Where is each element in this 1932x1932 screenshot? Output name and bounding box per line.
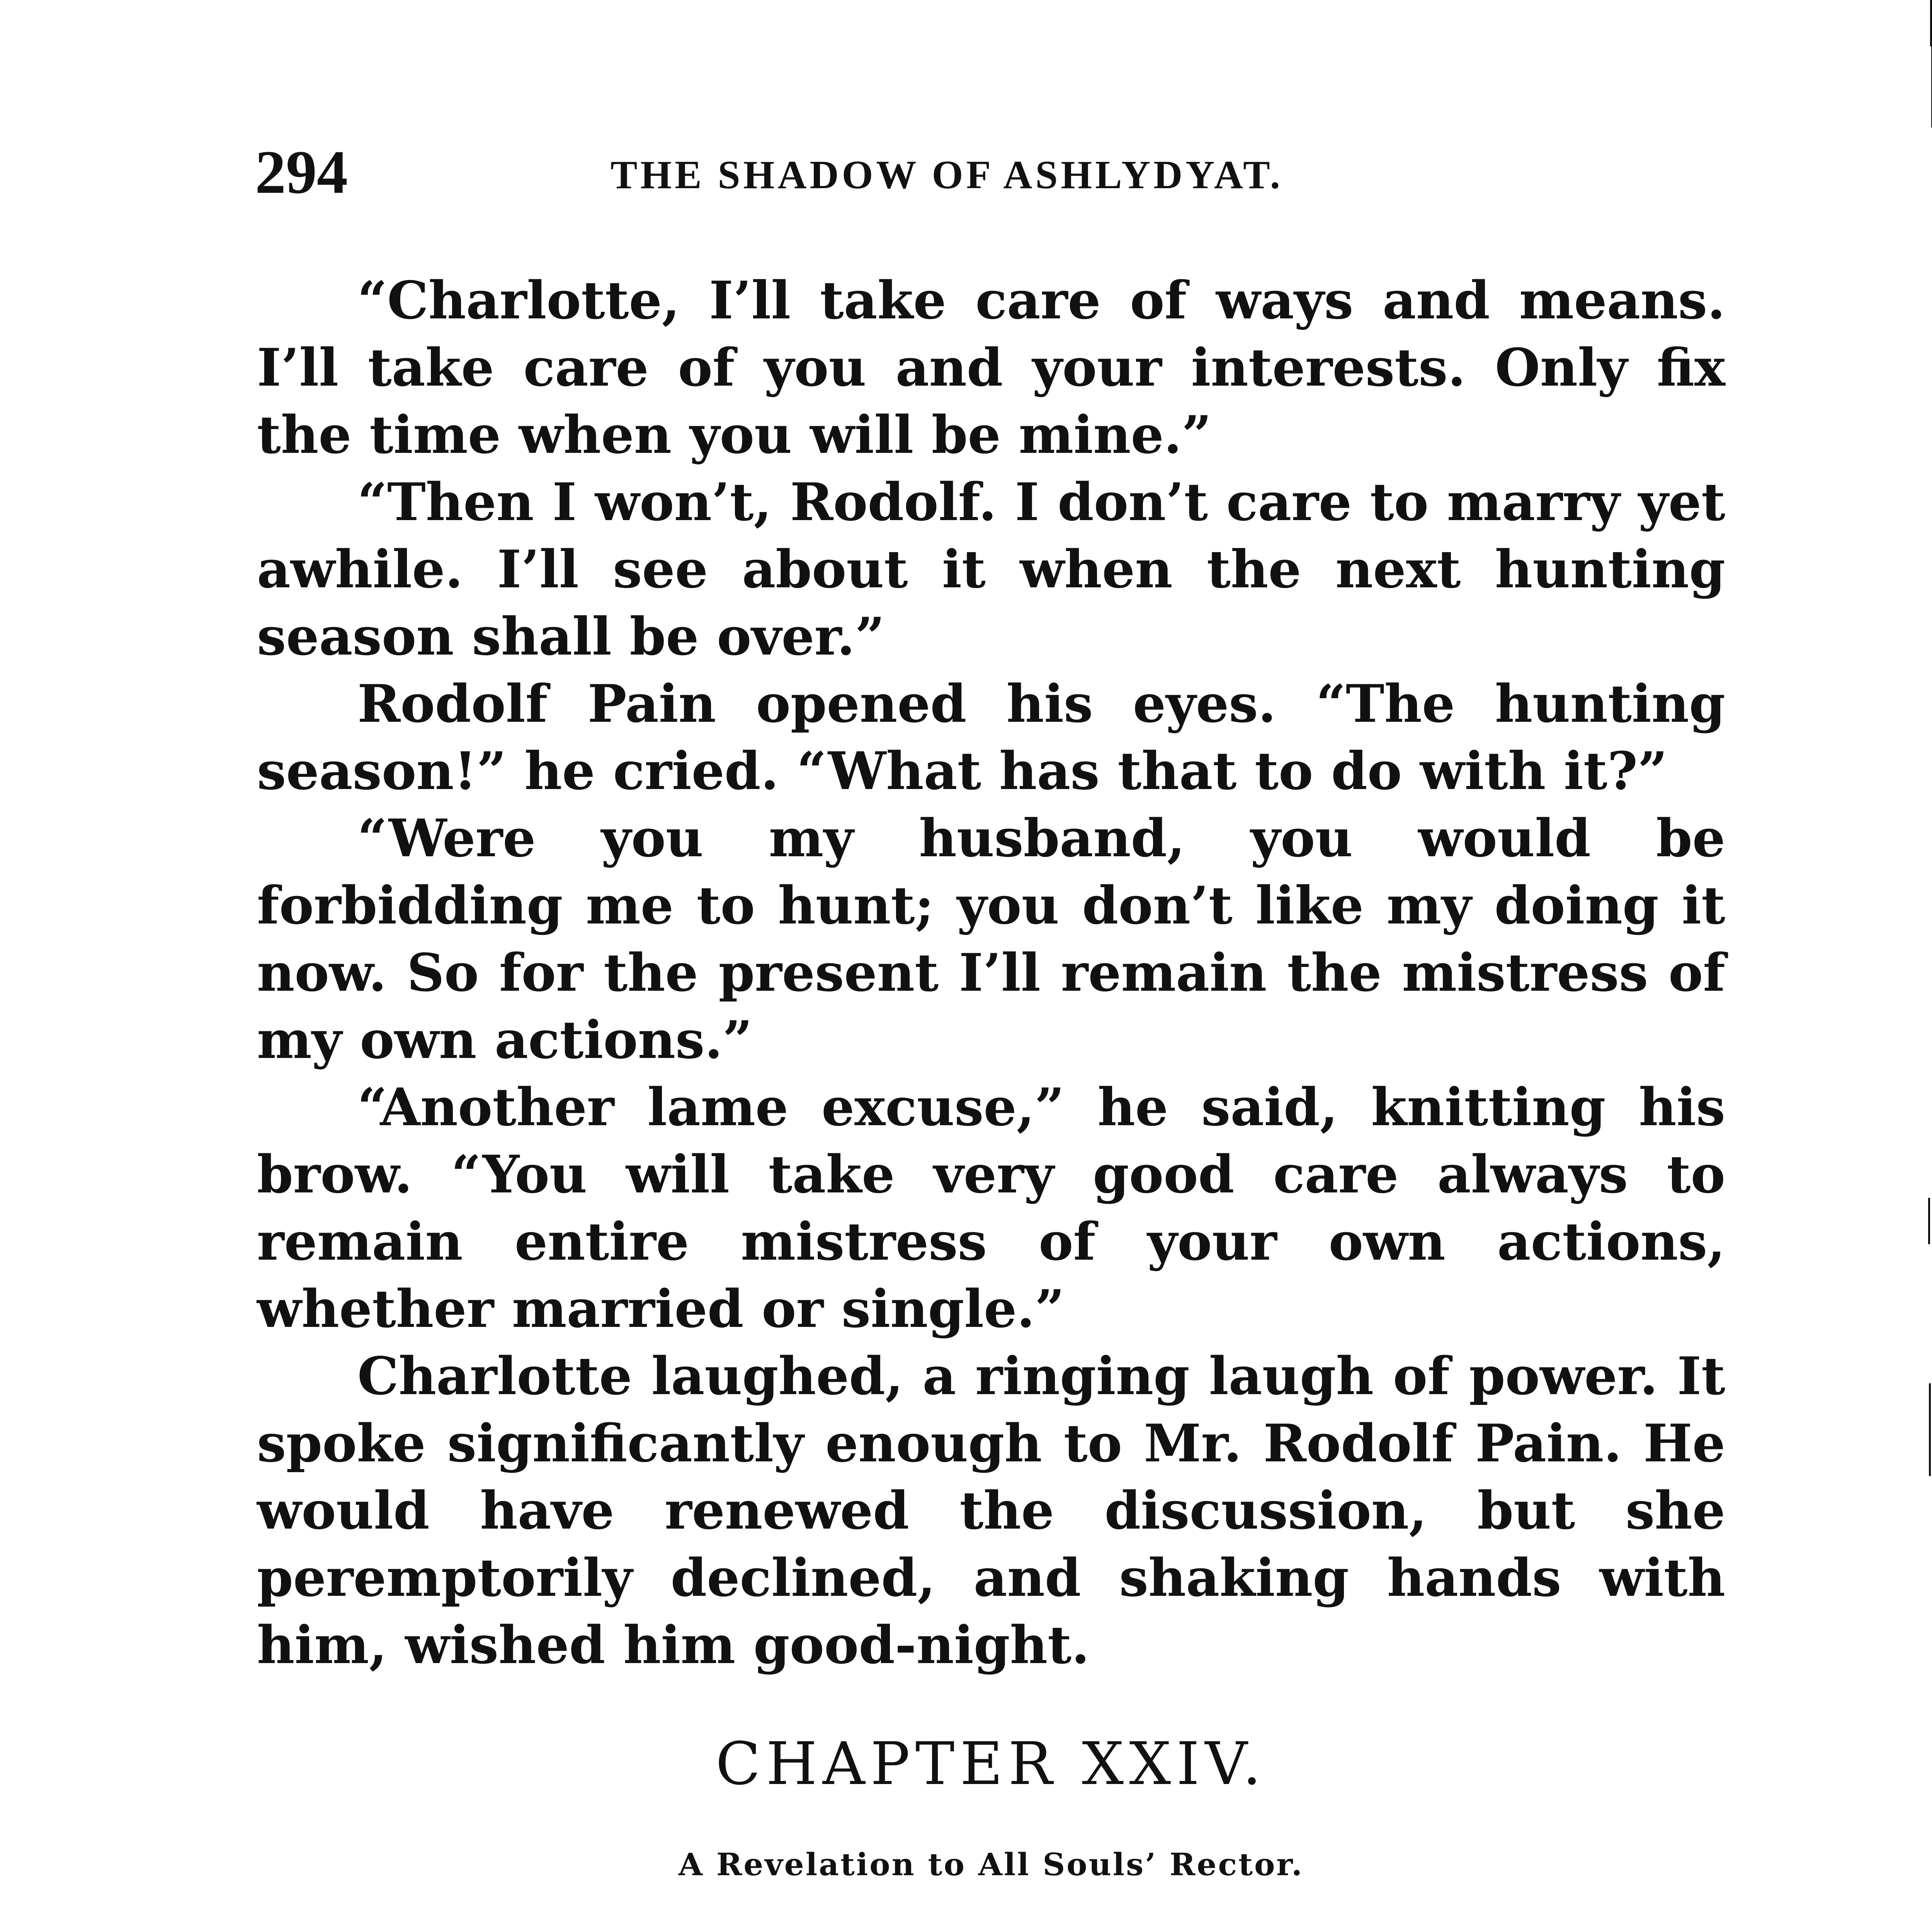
paragraph: “Charlotte, I’ll take care of ways and means. I’ll take care of you and your interests. Only fix the time when you will be mine.”	[257, 270, 1725, 465]
paragraph: “Were you my husband, you would be forbidding me to hunt; you don’t like my doing it now. So for the present I’ll remain the mistress of my own actions.”	[257, 808, 1725, 1070]
chapter-heading: CHAPTER XXIV.	[716, 1730, 1267, 1798]
body-text-top	[257, 267, 1725, 1679]
running-title: THE SHADOW OF ASHLYDYAT.	[611, 153, 1283, 197]
paragraph: Rodolf Pain opened his eyes. “The hunting season!” he cried. “What has that to do with it?”	[257, 673, 1725, 801]
scan-edge-line	[1930, 0, 1932, 46]
running-header	[255, 139, 1727, 205]
scan-edge-line	[1929, 1383, 1931, 1476]
paragraph: “Then I won’t, Rodolf. I don’t care to marry yet awhile. I’ll see about it when the next hunting season shall be over.”	[257, 471, 1725, 667]
paragraph: Charlotte laughed, a ringing laugh of power. It spoke significantly enough to Mr. Rodolf Pain. He would have renewed the discussion, but she peremptorily declined, and shaking hands with him, wished him good-night.	[257, 1345, 1725, 1675]
paragraph: “Another lame excuse,” he said, knitting his brow. “You will take very good care always to remain entire mistress of your own actions, whether married or single.”	[257, 1077, 1725, 1339]
scan-edge-line	[1928, 1198, 1930, 1244]
chapter-subtitle: A Revelation to All Souls’ Rector.	[679, 1846, 1304, 1883]
page-number: 294	[255, 138, 348, 206]
